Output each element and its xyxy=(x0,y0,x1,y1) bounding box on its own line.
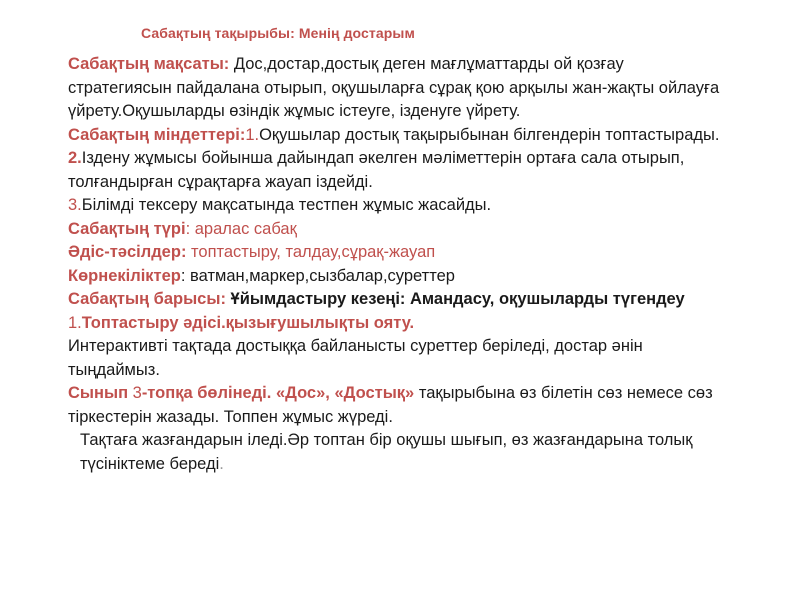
lesson-flow-text: Ұйымдастыру кезеңі: Амандасу, оқушыларды түгендеу xyxy=(225,290,685,308)
tasks-paragraph xyxy=(68,124,728,148)
task-3-text: Білімді тексеру мақсатында тестпен жұмыс жасайды. xyxy=(81,196,492,214)
methods-label: Әдіс-тәсілдер: xyxy=(68,243,187,261)
lesson-plan-body xyxy=(68,53,728,476)
presentation-end: . xyxy=(219,454,224,473)
interactive-board-paragraph: Интерактивті тақтада достыққа байланысты суреттер беріледі, достар әнін тыңдаймыз. xyxy=(68,337,643,379)
lesson-topic: Сабақтың тақырыбы: Менің достарым xyxy=(141,25,415,41)
lesson-type-label: Сабақтың түрі xyxy=(68,219,186,238)
lesson-type-paragraph xyxy=(68,218,728,242)
task-1-number: 1. xyxy=(245,125,260,144)
visual-aids-text: : ватман,маркер,сызбалар,суреттер xyxy=(180,266,455,285)
lesson-flow-paragraph xyxy=(68,288,728,312)
task-2-text: Іздену жұмысы бойынша дайындап әкелген мәліметтерін ортаға сала отырып, толғандырған сұрақтарға жауап іздейді. xyxy=(68,149,685,191)
methods-text: топтастыру, талдау,сұрақ-жауап xyxy=(186,243,436,261)
visual-aids-paragraph xyxy=(68,265,728,289)
visual-aids-label: Көрнекіліктер xyxy=(68,266,181,285)
goal-paragraph xyxy=(68,53,728,124)
lesson-flow-label: Сабақтың барысы: xyxy=(68,290,226,308)
step-1-text: Топтастыру әдісі.қызығушылықты ояту. xyxy=(81,313,415,332)
lesson-type-text: : аралас сабақ xyxy=(185,219,297,238)
presentation-text: Тақтаға жазғандарын іледі.Әр топтан бір оқушы шығып, өз жазғандарына толық түсініктеме береді xyxy=(80,431,693,473)
task-3-paragraph xyxy=(68,194,728,218)
goal-text: Дос,достар,достық деген мағлұматтарды ой қозғау стратегиясын пайдалана отырып, оқушыларға сұрақ қою арқылы жан-жақты ойлауға үйрету.Оқушыларды өзіндік жұмыс істеуге, ізденуге үйрету. xyxy=(68,55,720,120)
group-count: 3 xyxy=(132,384,142,402)
methods-paragraph xyxy=(68,241,728,265)
task-2-number: 2. xyxy=(68,149,82,167)
goal-label: Сабақтың мақсаты: xyxy=(68,55,230,73)
group-work-paragraph xyxy=(68,382,728,429)
group-work-text: тақырыбына өз білетін сөз немесе сөз тіркестерін жазады. Топпен жұмыс жүреді. xyxy=(68,384,713,426)
step-1-paragraph xyxy=(68,312,728,336)
task-1-text: Оқушылар достық тақырыбынан білгендерін топтастырады. xyxy=(259,125,720,144)
step-1-number: 1. xyxy=(68,313,82,332)
task-2-paragraph xyxy=(68,147,728,194)
task-3-number: 3. xyxy=(68,196,82,214)
presentation-paragraph xyxy=(68,429,728,476)
group-work-label-b: -топқа бөлінеді. «Дос», «Достық» xyxy=(141,384,415,402)
tasks-label: Сабақтың міндеттері: xyxy=(68,125,246,144)
group-work-label-a: Сынып xyxy=(68,384,133,402)
